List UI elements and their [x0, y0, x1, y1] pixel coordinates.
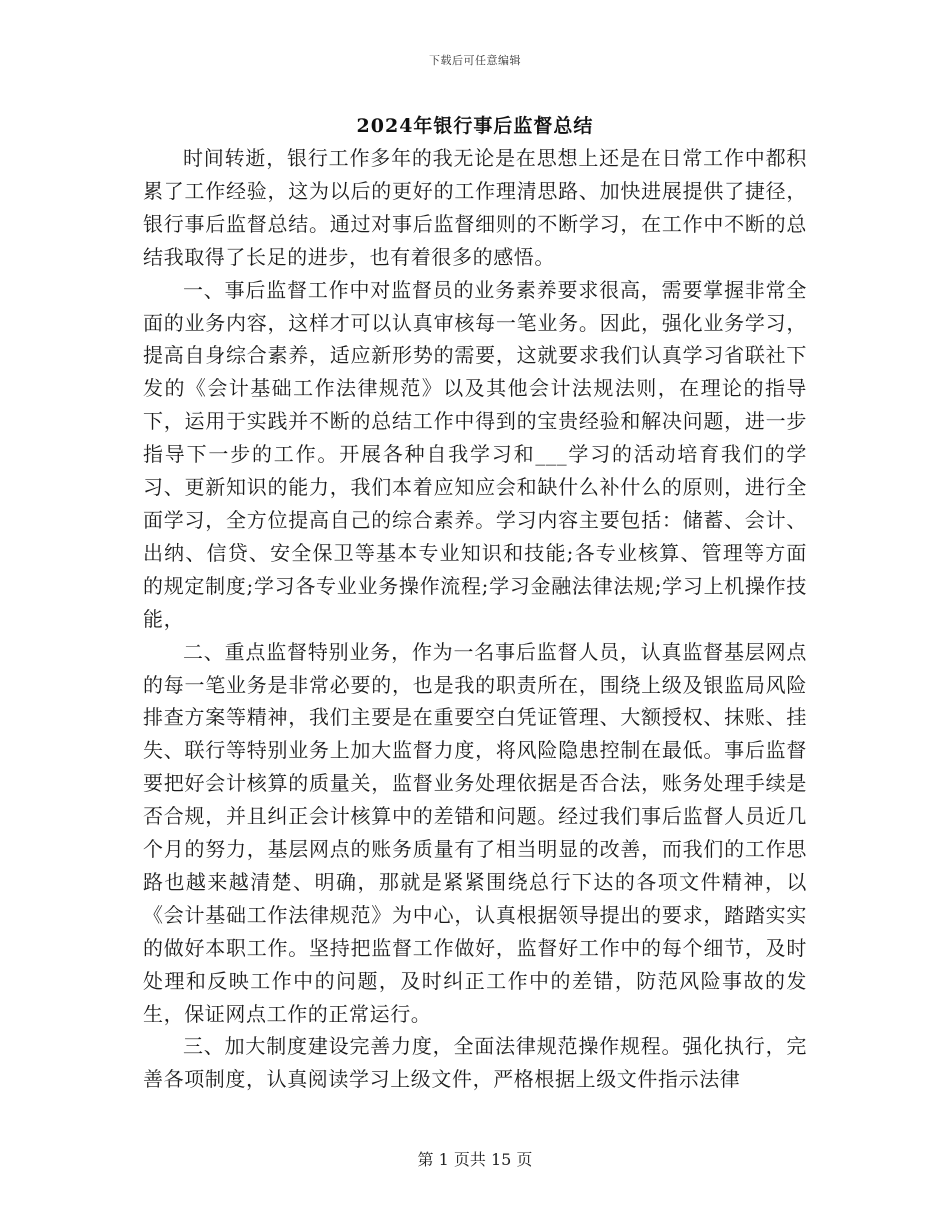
- page-header-note: 下载后可任意编辑: [429, 54, 521, 67]
- paragraph-section-2: 二、重点监督特别业务，作为一名事后监督人员，认真监督基层网点的每一笔业务是非常必要的，也是我的职责所在，围绕上级及银监局风险排查方案等精神，我们主要是在重要空白凭证管理、大额授权、抹账、挂失、联行等特别业务上加大监督力度，将风险隐患控制在最低。事后监督要把好会计核算的质量关，监督业务处理依据是否合法，账务处理手续是否合规，并且纠正会计核算中的差错和问题。经过我们事后监督人员近几个月的努力，基层网点的账务质量有了相当明显的改善，而我们的工作思路也越来越清楚、明确，那就是紧紧围绕总行下达的各项文件精神，以《会计基础工作法律规范》为中心，认真根据领导提出的要求，踏踏实实的做好本职工作。坚持把监督工作做好，监督好工作中的每个细节，及时处理和反映工作中的问题，及时纠正工作中的差错，防范风险事故的发生，保证网点工作的正常运行。: [143, 639, 807, 1026]
- document-body: [143, 142, 807, 1096]
- paragraph-intro: 时间转逝，银行工作多年的我无论是在思想上还是在日常工作中都积累了工作经验，这为以后的更好的工作理清思路、加快进展提供了捷径，银行事后监督总结。通过对事后监督细则的不断学习，在工作中不断的总结我取得了长足的进步，也有着很多的感悟。: [143, 146, 807, 269]
- paragraph-section-1: 一、事后监督工作中对监督员的业务素养要求很高，需要掌握非常全面的业务内容，这样才可以认真审核每一笔业务。因此，强化业务学习，提高自身综合素养，适应新形势的需要，这就要求我们认真学习省联社下发的《会计基础工作法律规范》以及其他会计法规法则，在理论的指导下，运用于实践并不断的总结工作中得到的宝贵经验和解决问题，进一步指导下一步的工作。开展各种自我学习和___学习的活动培育我们的学习、更新知识的能力，我们本着应知应会和缺什么补什么的原则，进行全面学习，全方位提高自己的综合素养。学习内容主要包括：储蓄、会计、出纳、信贷、安全保卫等基本专业知识和技能;各专业核算、管理等方面的规定制度;学习各专业业务操作流程;学习金融法律法规;学习上机操作技能，: [143, 277, 807, 631]
- document-title: 2024年银行事后监督总结: [356, 115, 594, 137]
- paragraph-section-3: 三、加大制度建设完善力度，全面法律规范操作规程。强化执行，完善各项制度，认真阅读学习上级文件，严格根据上级文件指示法律: [143, 1034, 807, 1092]
- page-number-footer: 第 1 页共 15 页: [417, 1150, 533, 1169]
